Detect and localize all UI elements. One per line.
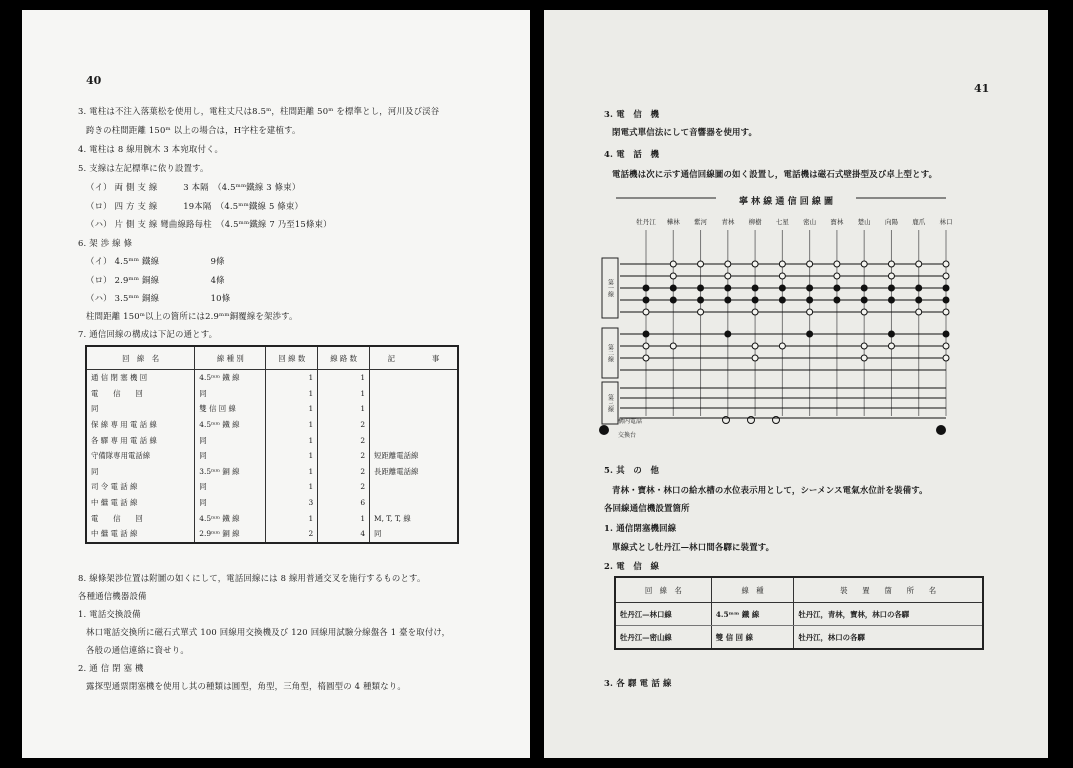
- table-cell: 牡丹江—林口線: [615, 603, 711, 626]
- station-label: 紫河: [694, 218, 708, 226]
- text-line: 各種通信機器設備: [78, 591, 147, 601]
- table-cell: 2: [266, 526, 318, 543]
- phone-mark: [943, 261, 949, 267]
- table-row: [86, 432, 458, 448]
- phone-mark: [643, 355, 649, 361]
- station-label: 林口: [939, 218, 953, 226]
- phone-mark: [779, 261, 785, 267]
- text-line: 4. 電 話 機: [604, 149, 660, 159]
- phone-mark: [643, 331, 649, 337]
- text-line: 1. 電話交換設備: [78, 609, 141, 619]
- phone-mark: [752, 261, 758, 267]
- phone-mark: [916, 285, 922, 291]
- phone-mark: [725, 297, 731, 303]
- phone-mark: [943, 331, 949, 337]
- table-cell: [370, 401, 458, 417]
- phone-mark: [861, 309, 867, 315]
- col-header: 回 線 名: [86, 346, 195, 370]
- phone-mark: [888, 285, 894, 291]
- phone-mark: [779, 285, 785, 291]
- station-label: 鹿爪: [912, 218, 926, 226]
- text-line: 5. 其 の 他: [604, 465, 660, 475]
- legend-label: 構内電話: [618, 418, 643, 425]
- table-header-row: [615, 577, 983, 603]
- page-number: 41: [974, 82, 990, 95]
- phone-mark: [943, 343, 949, 349]
- text-line: 3. 各 驛 電 話 線: [604, 678, 672, 688]
- table-cell: 4.5ᵐᵐ 鐵 線: [711, 603, 794, 626]
- switchboard-mark: [936, 425, 946, 435]
- phone-mark: [779, 343, 785, 349]
- table-cell: 雙 信 回 線: [711, 626, 794, 650]
- table-cell: M, T, T, 線: [370, 510, 458, 526]
- phone-mark: [752, 285, 758, 291]
- table-cell: [370, 417, 458, 433]
- phone-mark: [643, 297, 649, 303]
- table-cell: 2: [318, 479, 370, 495]
- phone-mark: [943, 273, 949, 279]
- text-line: （イ） 4.5ᵐᵐ 鐵線 9條: [86, 256, 225, 266]
- text-line: 青林・寶林・林口の給水槽の水位表示用として，シーメンス電氣水位計を裝備す。: [612, 485, 928, 495]
- phone-mark: [916, 261, 922, 267]
- station-label: 寶林: [830, 218, 844, 226]
- table-row: [615, 626, 983, 650]
- text-line: 2. 通 信 閉 塞 機: [78, 663, 144, 673]
- col-header: 裝 置 箇 所 名: [794, 577, 983, 603]
- phone-mark: [916, 297, 922, 303]
- text-line: 各般の通信連絡に資せり。: [86, 645, 189, 655]
- table-cell: [370, 495, 458, 511]
- table-row: [86, 370, 458, 386]
- table-cell: 同: [195, 386, 266, 402]
- station-label: 楚山: [857, 218, 871, 226]
- phone-mark: [725, 331, 731, 337]
- station-label: 青林: [721, 218, 735, 226]
- col-header: 回 線 数: [266, 346, 318, 370]
- table-cell: 1: [266, 510, 318, 526]
- table-cell: 2: [318, 432, 370, 448]
- table-cell: 3: [266, 495, 318, 511]
- text-line: （イ） 両 側 支 線 3 本隔 （4.5ᵐᵐ鐵線 3 條束）: [86, 182, 301, 192]
- text-line: 7. 通信回線の構成は下記の通とす。: [78, 329, 218, 339]
- table-cell: 同: [195, 495, 266, 511]
- phone-mark: [888, 331, 894, 337]
- table-row: [615, 603, 983, 626]
- table-cell: 2: [318, 448, 370, 464]
- table-cell: 1: [266, 401, 318, 417]
- table-row: [86, 464, 458, 480]
- text-line: 露探型通票閉塞機を使用し其の種類は圓型，角型，三角型，楕圓型の 4 種類なり。: [86, 681, 406, 691]
- phone-mark: [888, 297, 894, 303]
- phone-mark: [807, 331, 813, 337]
- phone-mark: [943, 297, 949, 303]
- table-row: [86, 417, 458, 433]
- table-row: [86, 526, 458, 543]
- phone-mark: [670, 343, 676, 349]
- table-row: [86, 386, 458, 402]
- table-cell: 4.5ᵐᵐ 鐵 線: [195, 417, 266, 433]
- station-label: 柳樹: [748, 218, 762, 226]
- phone-mark: [725, 285, 731, 291]
- table-cell: 同: [195, 479, 266, 495]
- phone-mark: [779, 273, 785, 279]
- phone-mark: [725, 273, 731, 279]
- group-label: 第一線: [606, 279, 614, 297]
- phone-mark: [861, 343, 867, 349]
- col-header: 線 路 数: [318, 346, 370, 370]
- group-label: 第三線: [606, 394, 614, 412]
- phone-mark: [834, 261, 840, 267]
- table-cell: 1: [266, 417, 318, 433]
- station-label: 密山: [803, 218, 817, 226]
- table-cell: 2.9ᵐᵐ 銅 線: [195, 526, 266, 543]
- legend-label: 交換台: [618, 432, 637, 439]
- phone-mark: [698, 285, 704, 291]
- phone-mark: [888, 273, 894, 279]
- install-table: [614, 576, 984, 650]
- text-line: 3. 電柱は不注入落葉松を使用し，電柱丈尺は8.5ᵐ，柱間距離 50ᵐ を標準とし，河川及び渓谷: [78, 106, 440, 116]
- table-row: [86, 510, 458, 526]
- text-line: 單線式とし牡丹江—林口間各驛に裝置す。: [612, 542, 775, 552]
- station-label: 向陽: [884, 218, 898, 226]
- phone-mark: [861, 261, 867, 267]
- table-cell: 雙 信 回 線: [195, 401, 266, 417]
- table-cell: 電 信 回: [91, 513, 143, 523]
- table-cell: 保 線 専 用 電 話 線: [91, 420, 157, 430]
- phone-mark: [725, 261, 731, 267]
- phone-mark: [834, 285, 840, 291]
- phone-mark: [752, 309, 758, 315]
- table-cell: 2: [318, 464, 370, 480]
- phone-mark: [698, 297, 704, 303]
- text-line: （ロ） 2.9ᵐᵐ 銅線 4條: [86, 275, 225, 285]
- table-cell: 牡丹江—密山線: [615, 626, 711, 650]
- right-page: [544, 10, 1048, 758]
- phone-mark: [888, 261, 894, 267]
- phone-mark: [807, 261, 813, 267]
- table-cell: 1: [318, 370, 370, 386]
- text-line: 5. 支線は左記標準に依り設置す。: [78, 163, 209, 173]
- table-cell: 1: [266, 479, 318, 495]
- circuit-table: [85, 345, 459, 544]
- table-cell: 司 令 電 話 線: [91, 482, 138, 492]
- phone-mark: [861, 297, 867, 303]
- table-cell: [370, 432, 458, 448]
- table-cell: 中 繼 電 話 線: [91, 498, 138, 508]
- table-cell: [370, 479, 458, 495]
- table-cell: [370, 386, 458, 402]
- phone-mark: [670, 261, 676, 267]
- col-header: 線 種 別: [195, 346, 266, 370]
- table-cell: 4.5ᵐᵐ 鐵 線: [195, 510, 266, 526]
- text-line: 電話機は次に示す通信回線圖の如く設置し，電話機は磁石式壁掛型及び卓上型とす。: [612, 169, 938, 179]
- text-line: （ハ） 3.5ᵐᵐ 銅線 10條: [86, 293, 231, 303]
- text-line: 林口電話交換所に磁石式單式 100 回線用交換機及び 120 回線用試驗分線盤各 1 臺を取付け，: [86, 627, 451, 637]
- table-row: [86, 479, 458, 495]
- text-line: 3. 電 信 機: [604, 109, 660, 119]
- text-line: 6. 架 渉 線 條: [78, 238, 133, 248]
- text-line: 8. 線條架渉位置は附圖の如くにして，電話回線には 8 線用普通交叉を施行するものとす。: [78, 573, 426, 583]
- table-header-row: [86, 346, 458, 370]
- table-cell: 2: [318, 417, 370, 433]
- text-line: 4. 電柱は 8 線用腕木 3 本宛取付く。: [78, 144, 224, 154]
- table-cell: 1: [266, 464, 318, 480]
- text-line: 柱間距離 150ᵐ以上の箇所には2.9ᵐᵐ銅覆線を架渉す。: [86, 311, 298, 321]
- station-label: 樺林: [666, 218, 680, 226]
- table-row: [86, 448, 458, 464]
- table-cell: 1: [318, 401, 370, 417]
- table-cell: 3.5ᵐᵐ 銅 線: [195, 464, 266, 480]
- phone-mark: [752, 355, 758, 361]
- table-cell: 同: [370, 526, 458, 543]
- phone-mark: [807, 285, 813, 291]
- phone-mark: [834, 273, 840, 279]
- table-cell: 中 繼 電 話 線: [91, 529, 138, 539]
- page-number: 40: [86, 74, 102, 87]
- phone-mark: [779, 297, 785, 303]
- text-line: 跨きの柱間距離 150ᵐ 以上の場合は，H字柱を建植す。: [86, 125, 301, 135]
- table-row: [86, 495, 458, 511]
- table-cell: 守備隊専用電話線: [91, 451, 151, 461]
- phone-mark: [698, 309, 704, 315]
- table-cell: 4: [318, 526, 370, 543]
- text-line: （ロ） 四 方 支 線 19本隔 （4.5ᵐᵐ鐵線 5 條束）: [86, 201, 304, 211]
- phone-mark: [888, 343, 894, 349]
- col-header: 記 事: [370, 346, 458, 370]
- phone-mark: [807, 309, 813, 315]
- table-cell: 長距離電話線: [370, 464, 458, 480]
- table-cell: 6: [318, 495, 370, 511]
- table-cell: 短距離電話線: [370, 448, 458, 464]
- table-cell: 1: [318, 386, 370, 402]
- col-header: 線 種: [711, 577, 794, 603]
- phone-mark: [943, 355, 949, 361]
- col-header: 回 線 名: [615, 577, 711, 603]
- phone-mark: [698, 261, 704, 267]
- text-line: （ハ） 片 側 支 線 彎曲線路每柱 （4.5ᵐᵐ鐵線 7 乃至15條束）: [86, 219, 332, 229]
- table-cell: 牡丹江，青林，寶林，林口の各驛: [794, 603, 983, 626]
- phone-mark: [807, 297, 813, 303]
- table-cell: 同: [195, 448, 266, 464]
- table-cell: 同: [195, 432, 266, 448]
- table-cell: 1: [266, 370, 318, 386]
- table-cell: 牡丹江，林口の各驛: [794, 626, 983, 650]
- phone-mark: [643, 285, 649, 291]
- text-line: 1. 通信閉塞機回線: [604, 523, 677, 533]
- table-cell: 電 信 回: [91, 388, 143, 398]
- table-cell: 1: [266, 386, 318, 402]
- diagram-title: 寧 林 線 通 信 回 線 圖: [739, 197, 833, 207]
- phone-mark: [670, 297, 676, 303]
- phone-mark: [861, 355, 867, 361]
- station-label: 七星: [775, 218, 789, 226]
- phone-mark: [752, 343, 758, 349]
- table-cell: 各 驛 専 用 電 話 線: [91, 435, 157, 445]
- phone-mark: [943, 309, 949, 315]
- phone-mark: [670, 273, 676, 279]
- table-cell: 1: [266, 448, 318, 464]
- phone-mark: [752, 297, 758, 303]
- text-line: 2. 電 信 線: [604, 561, 660, 571]
- phone-mark: [834, 297, 840, 303]
- table-cell: 1: [266, 432, 318, 448]
- table-cell: 同: [91, 404, 99, 414]
- text-line: 各回線通信機設置箇所: [604, 503, 690, 513]
- station-label: 牡丹江: [636, 218, 656, 226]
- switchboard-mark: [599, 425, 609, 435]
- table-cell: 同: [91, 466, 99, 476]
- phone-mark: [916, 309, 922, 315]
- table-cell: 4.5ᵐᵐ 鐵 線: [195, 370, 266, 386]
- phone-mark: [861, 285, 867, 291]
- group-label: 第二線: [606, 344, 614, 362]
- phone-mark: [643, 343, 649, 349]
- text-line: 閉電式單信法にして音響器を使用す。: [612, 127, 758, 137]
- left-page: [22, 10, 530, 758]
- table-cell: 1: [318, 510, 370, 526]
- phone-mark: [943, 285, 949, 291]
- table-cell: [370, 370, 458, 386]
- circuit-diagram: [596, 190, 966, 450]
- table-cell: 通 信 閉 塞 機 回: [91, 373, 148, 383]
- phone-mark: [643, 309, 649, 315]
- table-row: [86, 401, 458, 417]
- phone-mark: [670, 285, 676, 291]
